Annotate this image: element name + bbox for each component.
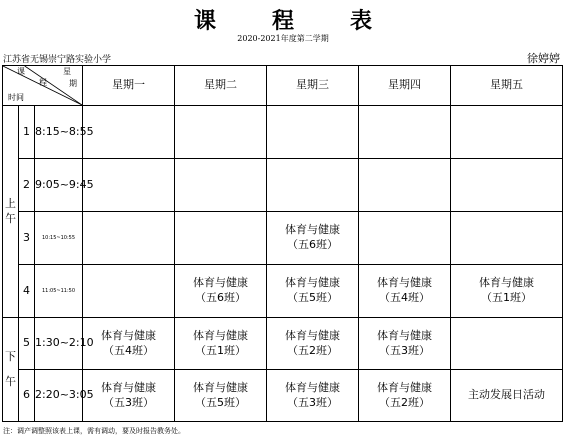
schedule-cell: 体育与健康 （五5班） bbox=[175, 370, 267, 422]
schedule-cell: 体育与健康 （五1班） bbox=[175, 318, 267, 370]
header-row bbox=[3, 66, 563, 106]
period-time: 9:05~9:45 bbox=[35, 159, 83, 212]
period-time: 8:15~8:55 bbox=[35, 106, 83, 159]
period-number: 1 bbox=[19, 106, 35, 159]
schedule-cell: 体育与健康 （五3班） bbox=[83, 370, 175, 422]
schedule-cell bbox=[83, 159, 175, 212]
schedule-cell bbox=[175, 212, 267, 265]
schedule-cell bbox=[175, 106, 267, 159]
schedule-cell bbox=[359, 212, 451, 265]
corner-label-course-1: 课 bbox=[17, 67, 25, 76]
afternoon-label: 下午 bbox=[3, 318, 19, 422]
table-row bbox=[3, 159, 563, 212]
period-time: 11:05~11:50 bbox=[35, 265, 83, 318]
schedule-cell: 体育与健康 （五4班） bbox=[359, 265, 451, 318]
title-char-1: 课 bbox=[193, 8, 216, 34]
schedule-cell bbox=[83, 212, 175, 265]
table-row bbox=[3, 106, 563, 159]
schedule-cell: 体育与健康 （五5班） bbox=[267, 265, 359, 318]
schedule-cell bbox=[359, 106, 451, 159]
schedule-cell bbox=[451, 159, 563, 212]
period-number: 3 bbox=[19, 212, 35, 265]
corner-label-course-2: 程 bbox=[39, 78, 47, 87]
table-row bbox=[3, 265, 563, 318]
page-title bbox=[0, 4, 566, 35]
corner-cell bbox=[3, 66, 83, 106]
day-header-thu: 星期四 bbox=[359, 66, 451, 106]
corner-label-time: 时间 bbox=[8, 93, 24, 102]
schedule-cell: 体育与健康 （五6班） bbox=[267, 212, 359, 265]
schedule-cell bbox=[451, 106, 563, 159]
schedule-cell bbox=[267, 159, 359, 212]
schedule-cell: 体育与健康 （五3班） bbox=[359, 318, 451, 370]
period-number: 2 bbox=[19, 159, 35, 212]
schedule-cell: 体育与健康 （五3班） bbox=[267, 370, 359, 422]
title-char-3: 表 bbox=[350, 8, 373, 34]
corner-label-weekday-1: 星 bbox=[63, 67, 71, 76]
table-row bbox=[3, 212, 563, 265]
semester-subtitle: 2020-2021年度第二学期 bbox=[237, 34, 329, 43]
day-header-tue: 星期二 bbox=[175, 66, 267, 106]
corner-label-weekday-2: 期 bbox=[69, 79, 77, 88]
schedule-cell bbox=[83, 265, 175, 318]
schedule-cell bbox=[451, 212, 563, 265]
table-row bbox=[3, 318, 563, 370]
schedule-table bbox=[2, 65, 563, 422]
footer-note: 注：调产调整照该表上课，需有调动，要及时报告教务处。 bbox=[3, 427, 185, 435]
schedule-cell: 体育与健康 （五2班） bbox=[267, 318, 359, 370]
period-number: 6 bbox=[19, 370, 35, 422]
day-header-wed: 星期三 bbox=[267, 66, 359, 106]
schedule-cell bbox=[359, 159, 451, 212]
schedule-cell: 体育与健康 （五2班） bbox=[359, 370, 451, 422]
morning-label: 上午 bbox=[3, 106, 19, 318]
schedule-cell: 体育与健康 （五1班） bbox=[451, 265, 563, 318]
title-char-2: 程 bbox=[271, 8, 294, 34]
schedule-cell bbox=[83, 106, 175, 159]
teacher-name: 徐婷婷 bbox=[527, 52, 560, 65]
schedule-cell bbox=[267, 106, 359, 159]
day-header-mon: 星期一 bbox=[83, 66, 175, 106]
period-number: 4 bbox=[19, 265, 35, 318]
schedule-cell: 体育与健康 （五4班） bbox=[83, 318, 175, 370]
period-number: 5 bbox=[19, 318, 35, 370]
schedule-cell: 主动发展日活动 bbox=[451, 370, 563, 422]
period-time: 2:20~3:05 bbox=[35, 370, 83, 422]
period-time: 10:15~10:55 bbox=[35, 212, 83, 265]
day-header-fri: 星期五 bbox=[451, 66, 563, 106]
schedule-cell bbox=[175, 159, 267, 212]
table-row bbox=[3, 370, 563, 422]
period-time: 1:30~2:10 bbox=[35, 318, 83, 370]
schedule-cell: 体育与健康 （五6班） bbox=[175, 265, 267, 318]
school-name: 江苏省无锡崇宁路实验小学 bbox=[3, 55, 112, 65]
schedule-cell bbox=[451, 318, 563, 370]
